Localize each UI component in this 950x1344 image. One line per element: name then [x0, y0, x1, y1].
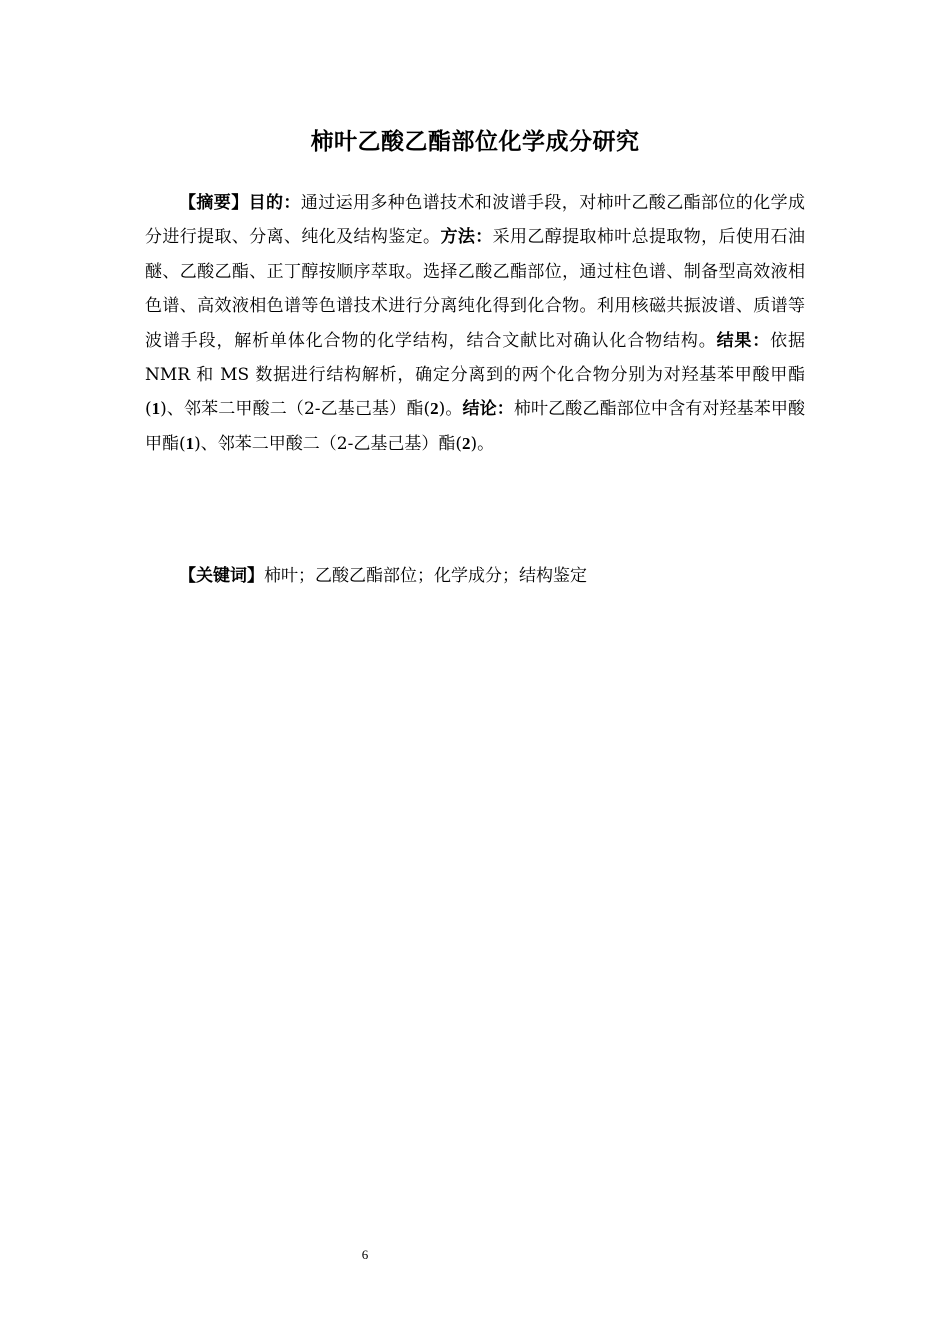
conclusion-text: )、邻苯二甲酸二（2-乙基己基）酯(: [194, 433, 462, 454]
paper-title: 柿叶乙酸乙酯部位化学成分研究: [310, 129, 640, 155]
keywords-label: 【关键词】: [179, 566, 264, 586]
conclusion-text: )。: [470, 433, 495, 454]
conclusion-text: 柿叶乙酸乙酯部位中含有对羟基苯甲酸甲酯(: [145, 399, 806, 454]
keywords-line: [179, 559, 799, 593]
method-text: 采用乙醇提取柿叶总提取物，后使用石油醚、乙酸乙酯、正丁醇按顺序萃取。选择乙酸乙酯部位，通过柱色谱、制备型高效液相色谱、高效液相色谱等色谱技术进行分离纯化得到化合物。利用核磁共振波谱、质谱等波谱手段，解析单体化合物的化学结构，结合文献比对确认化合物结构。: [145, 227, 806, 351]
result-text: 依据 NMR 和 MS 数据进行结构解析，确定分离到的两个化合物分别为对羟基苯甲酸甲酯(: [145, 330, 806, 420]
keywords-text: 柿叶；乙酸乙酯部位；化学成分；结构鉴定: [264, 566, 587, 586]
method-label: 方法：: [440, 227, 493, 248]
page-number: 6: [361, 1247, 369, 1262]
compound-number: 2: [461, 433, 471, 453]
result-label: 结果：: [716, 330, 771, 351]
objective-text: 通过运用多种色谱技术和波谱手段，对柿叶乙酸乙酯部位的化学成分进行提取、分离、纯化及结构鉴定。: [145, 193, 806, 248]
abstract-label: 【摘要】: [179, 193, 249, 213]
abstract-paragraph: [145, 186, 805, 461]
compound-number: 1: [185, 433, 195, 453]
compound-number: 1: [151, 399, 161, 419]
conclusion-label: 结论：: [462, 399, 514, 420]
objective-label: 目的：: [248, 193, 301, 213]
result-text: )。: [438, 399, 463, 420]
result-text: )、邻苯二甲酸二（2-乙基己基）酯(: [160, 399, 431, 420]
compound-number: 2: [430, 399, 439, 419]
